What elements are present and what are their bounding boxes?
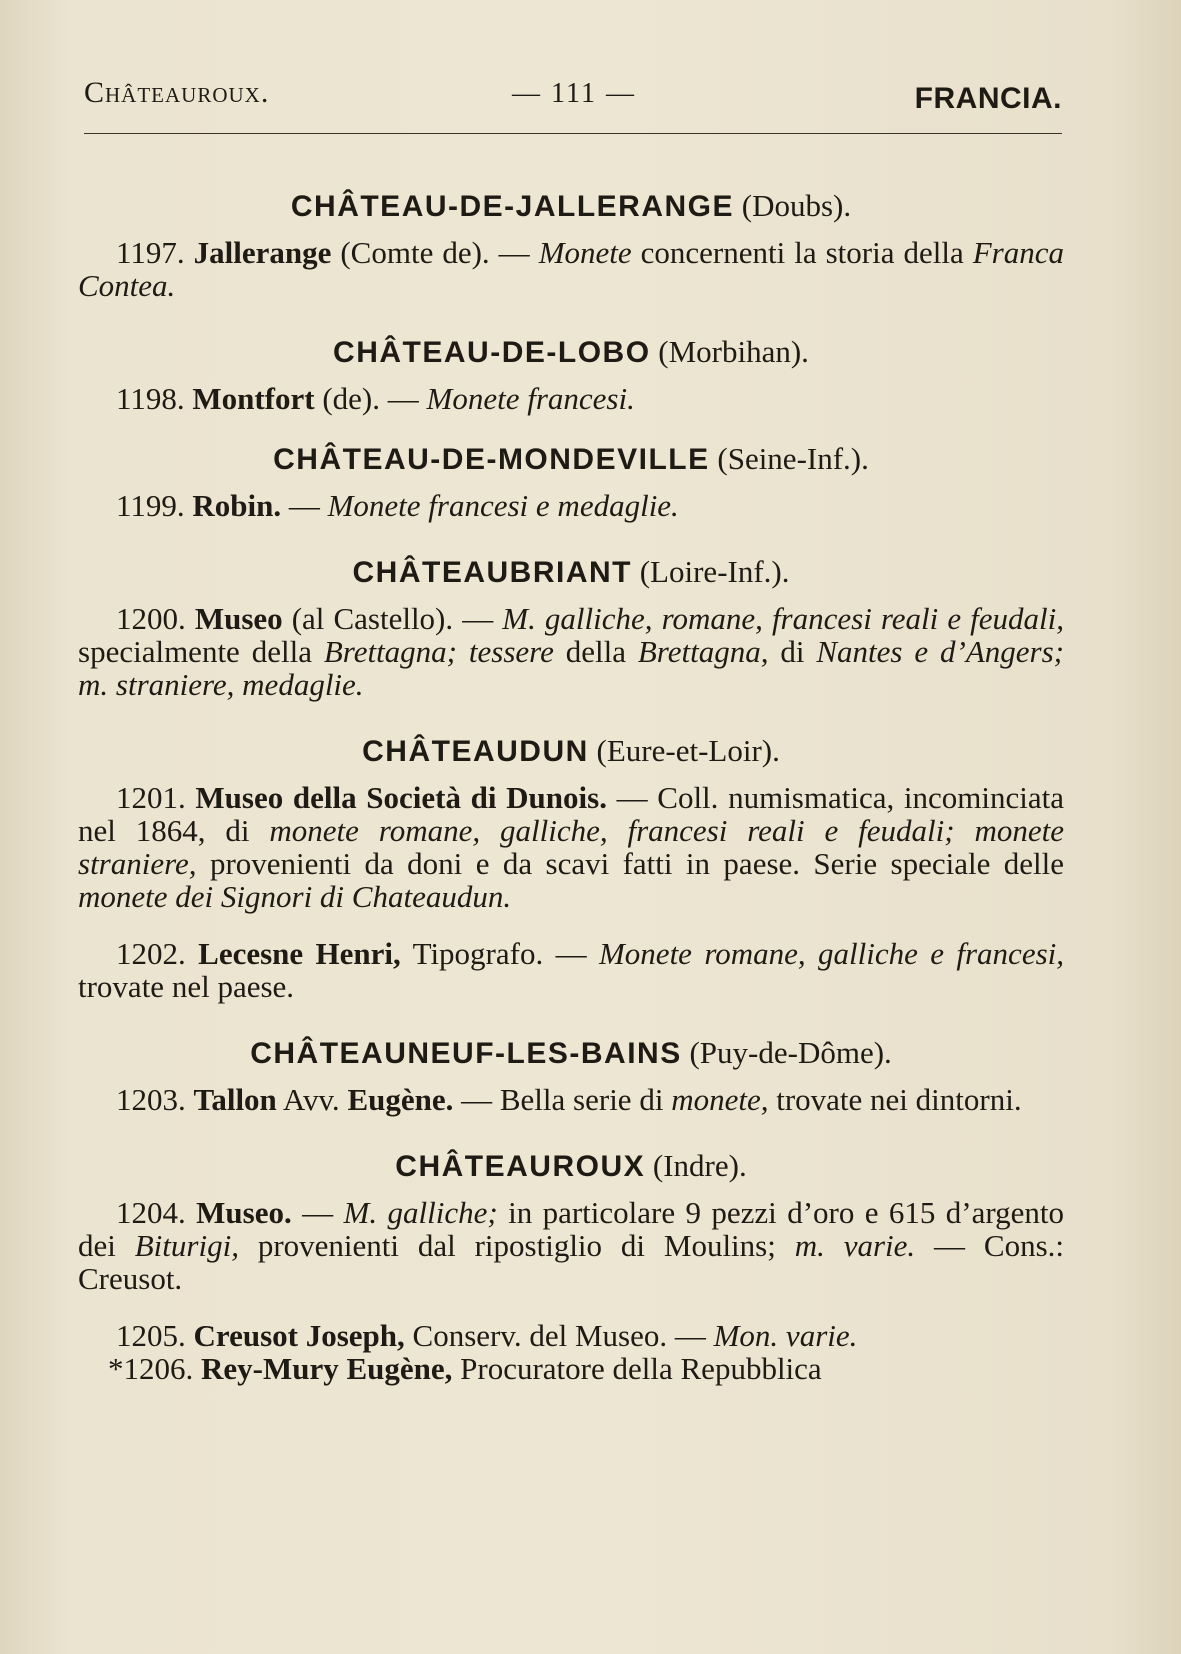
entry-italic: monete, [671, 1082, 769, 1117]
region-name: (Seine-Inf.). [717, 441, 869, 476]
entry-name: Tallon [193, 1082, 277, 1117]
place-name: CHÂTEAUROUX [395, 1150, 646, 1183]
entry-1197 [78, 236, 1064, 302]
entry-1203 [78, 1083, 1064, 1116]
entry-text: Conserv. del Museo. — [404, 1318, 714, 1353]
entry-text: provenienti da doni e da scavi fatti in paese. Serie speciale delle [196, 846, 1064, 881]
entry-name: Museo [194, 601, 283, 636]
entry-number: 1201. [116, 780, 186, 815]
page-body [78, 186, 1064, 1385]
entry-italic: Monete romane, galliche e francesi, [598, 936, 1065, 971]
section-heading [78, 731, 1064, 772]
entry-text: concernenti la storia della [631, 235, 973, 270]
entry-name: Eugène. [347, 1082, 454, 1117]
place-name: CHÂTEAU-DE-LOBO [333, 336, 651, 369]
entry-text: trovate nei dintorni. [768, 1082, 1022, 1117]
entry-italic: Mon. varie. [713, 1318, 858, 1353]
running-head-right: FRANCIA. [914, 82, 1062, 115]
entry-1200 [78, 602, 1064, 701]
entry-1201 [78, 781, 1064, 913]
entry-1199 [78, 489, 1064, 522]
entry-italic: Franca Contea. [78, 235, 1064, 303]
entry-number: 1205. [116, 1318, 186, 1353]
entry-italic: Monete francesi. [426, 381, 635, 416]
entry-number: 1203. [116, 1082, 186, 1117]
section-heading [78, 439, 1064, 480]
running-head-left: Châteauroux. [84, 76, 270, 109]
place-name: CHÂTEAUDUN [362, 735, 589, 768]
entry-1202 [78, 937, 1064, 1003]
entry-name: Museo della Società di Dunois. [195, 780, 607, 815]
entry-number: 1197. [116, 235, 185, 270]
entry-name: Creusot Joseph, [193, 1318, 405, 1353]
header-rule [84, 133, 1062, 134]
entry-italic: Monete francesi e medaglie. [327, 488, 679, 523]
entry-number: 1199. [116, 488, 185, 523]
entry-italic: Biturigi, [134, 1228, 239, 1263]
entry-number: 1200. [116, 601, 186, 636]
entry-number: *1206. [108, 1351, 194, 1386]
entry-text: trovate nel paese. [78, 969, 295, 1004]
place-name: CHÂTEAUNEUF-LES-BAINS [250, 1037, 682, 1070]
entry-text: specialmente della [78, 634, 324, 669]
entry-italic: M. galliche; [343, 1195, 498, 1230]
entry-name: Montfort [192, 381, 315, 416]
section-heading [78, 1033, 1064, 1074]
running-header [84, 76, 1062, 126]
entry-italic: Nantes e d’Angers; m. straniere, medaglie. [78, 634, 1064, 702]
region-name: (Eure-et-Loir). [596, 733, 780, 768]
entry-italic: M. galliche, romane, francesi reali e feudali, [502, 601, 1064, 636]
entry-text: — [291, 1195, 344, 1230]
entry-text: — [281, 488, 328, 523]
entry-text: — Cons.: Creusot. [78, 1228, 1065, 1296]
entry-1206 [78, 1352, 1064, 1385]
entry-1198 [78, 382, 1064, 415]
entry-name: Rey-Mury Eugène, [201, 1351, 453, 1386]
entry-number: 1202. [116, 936, 186, 971]
region-name: (Puy-de-Dôme). [689, 1035, 892, 1070]
entry-name: Jallerange [193, 235, 332, 270]
entry-italic: Brettagna; tessere [323, 634, 554, 669]
page-number: — 111 — [512, 78, 636, 109]
entry-italic: m. varie. [794, 1228, 916, 1263]
entry-italic: monete dei Signori di Chateaudun. [78, 879, 512, 914]
entry-italic: Monete [538, 235, 632, 270]
entry-text: — Coll. numismatica, incominciata nel 1864, di [78, 780, 1064, 848]
entry-text: Procuratore della Repubblica [452, 1351, 822, 1386]
entry-number: 1198. [116, 381, 185, 416]
entry-text: (de). — [314, 381, 427, 416]
region-name: (Loire-Inf.). [639, 554, 790, 589]
entry-text: provenienti dal ripostiglio di Moulins; [238, 1228, 795, 1263]
entry-text: — Bella serie di [453, 1082, 672, 1117]
entry-1204 [78, 1196, 1064, 1295]
entry-text: della [553, 634, 638, 669]
entry-name: Lecesne Henri, [198, 936, 401, 971]
entry-name: Museo. [196, 1195, 292, 1230]
section-heading [78, 332, 1064, 373]
entry-text: Avv. [276, 1082, 348, 1117]
section-heading [78, 1146, 1064, 1187]
entry-1205 [78, 1319, 1064, 1352]
entry-name: Robin. [192, 488, 282, 523]
place-name: CHÂTEAUBRIANT [352, 556, 632, 589]
entry-text: (al Castello). — [282, 601, 503, 636]
section-heading [78, 186, 1064, 227]
region-name: (Indre). [652, 1148, 747, 1183]
entry-number: 1204. [116, 1195, 186, 1230]
entry-text: (Comte de). — [331, 235, 539, 270]
entry-text: in particolare 9 pezzi d’oro e 615 d’argento dei [78, 1195, 1065, 1263]
entry-italic: monete romane, galliche, francesi reali e feudali; monete straniere, [78, 813, 1064, 881]
region-name: (Doubs). [741, 188, 852, 223]
region-name: (Morbihan). [658, 334, 809, 369]
entry-italic: Brettagna, [637, 634, 769, 669]
entry-text: di [768, 634, 817, 669]
place-name: CHÂTEAU-DE-JALLERANGE [290, 190, 735, 223]
place-name: CHÂTEAU-DE-MONDEVILLE [273, 443, 710, 476]
entry-text: Tipografo. — [400, 936, 599, 971]
section-heading [78, 552, 1064, 593]
